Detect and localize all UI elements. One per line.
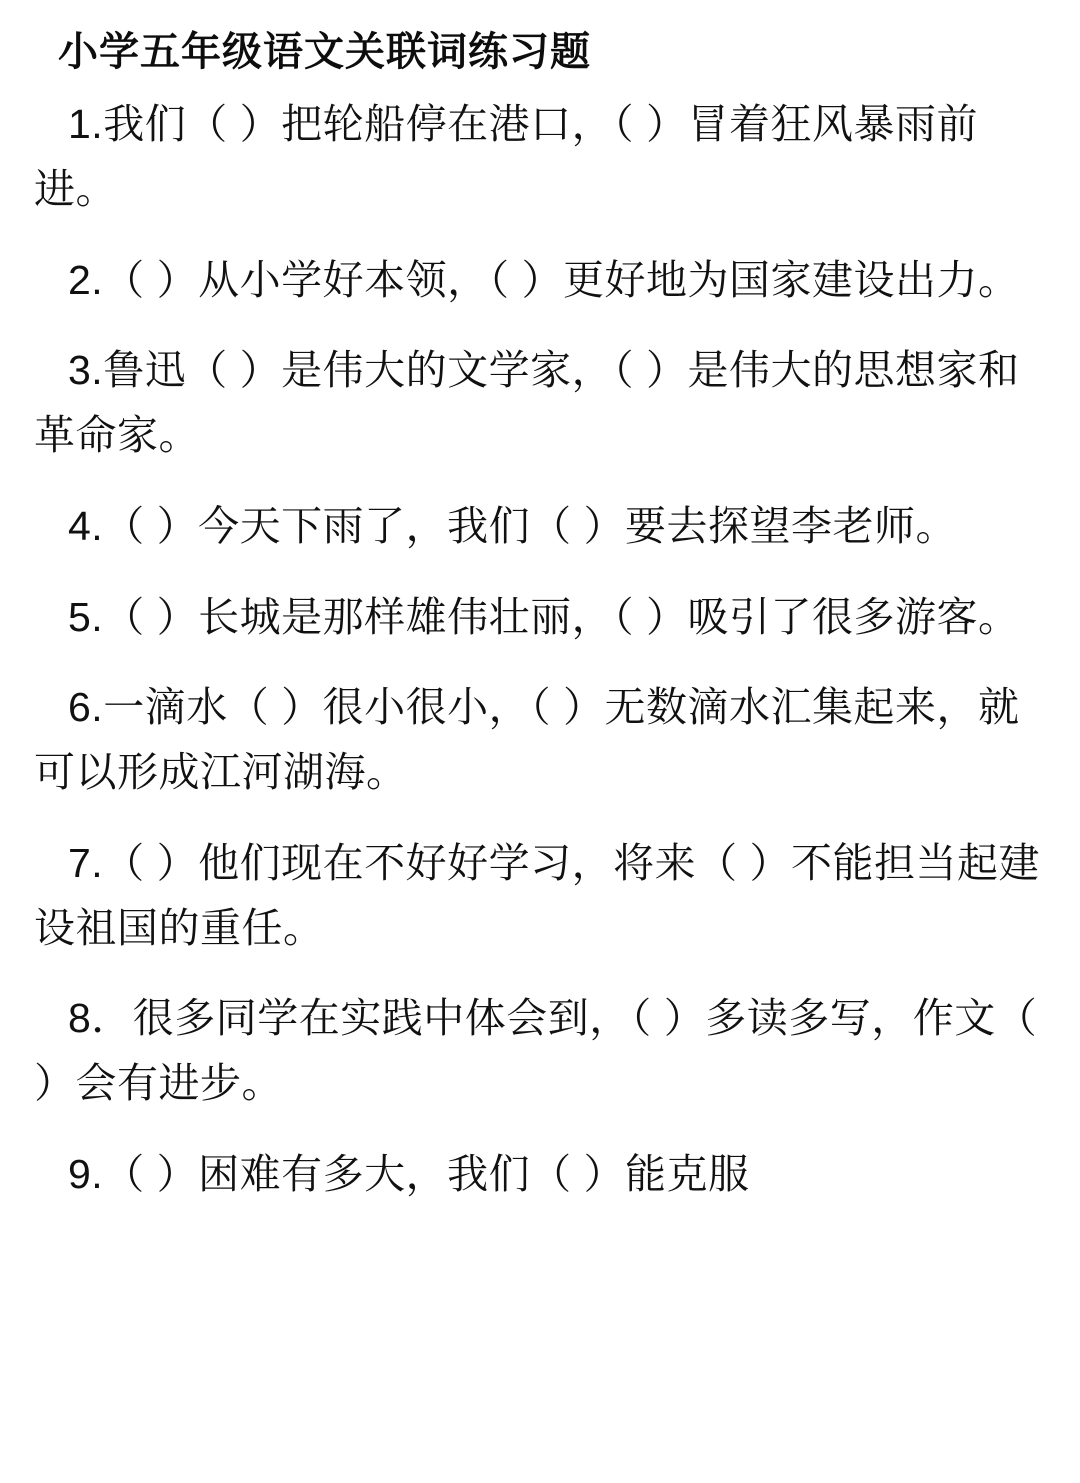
list-item: 3.鲁迅（ ）是伟大的文学家，（ ）是伟大的思想家和革命家。 [34,347,1020,459]
list-item: 6.一滴水（ ）很小很小，（ ）无数滴水汇集起来，就可以形成江河湖海。 [34,684,1020,796]
list-item: 2.（ ）从小学好本领，（ ）更好地为国家建设出力。 [68,256,1020,303]
list-item: 9.（ ）困难有多大，我们（ ）能克服 [68,1150,750,1197]
list-item: 1.我们（ ）把轮船停在港口，（ ）冒着狂风暴雨前进。 [34,101,978,212]
list-item: 8．很多同学在实践中体会到，（ ）多读多写，作文（ ）会有进步。 [34,995,1038,1107]
list-item: 4.（ ）今天下雨了，我们（ ）要去探望李老师。 [68,502,957,549]
exercise-list [34,92,1046,1207]
list-item: 5.（ ）长城是那样雄伟壮丽，（ ）吸引了很多游客。 [68,593,1020,640]
list-item: 7.（ ）他们现在不好好学习，将来（ ）不能担当起建设祖国的重任。 [34,839,1040,951]
page-title: 小学五年级语文关联词练习题 [58,30,591,74]
